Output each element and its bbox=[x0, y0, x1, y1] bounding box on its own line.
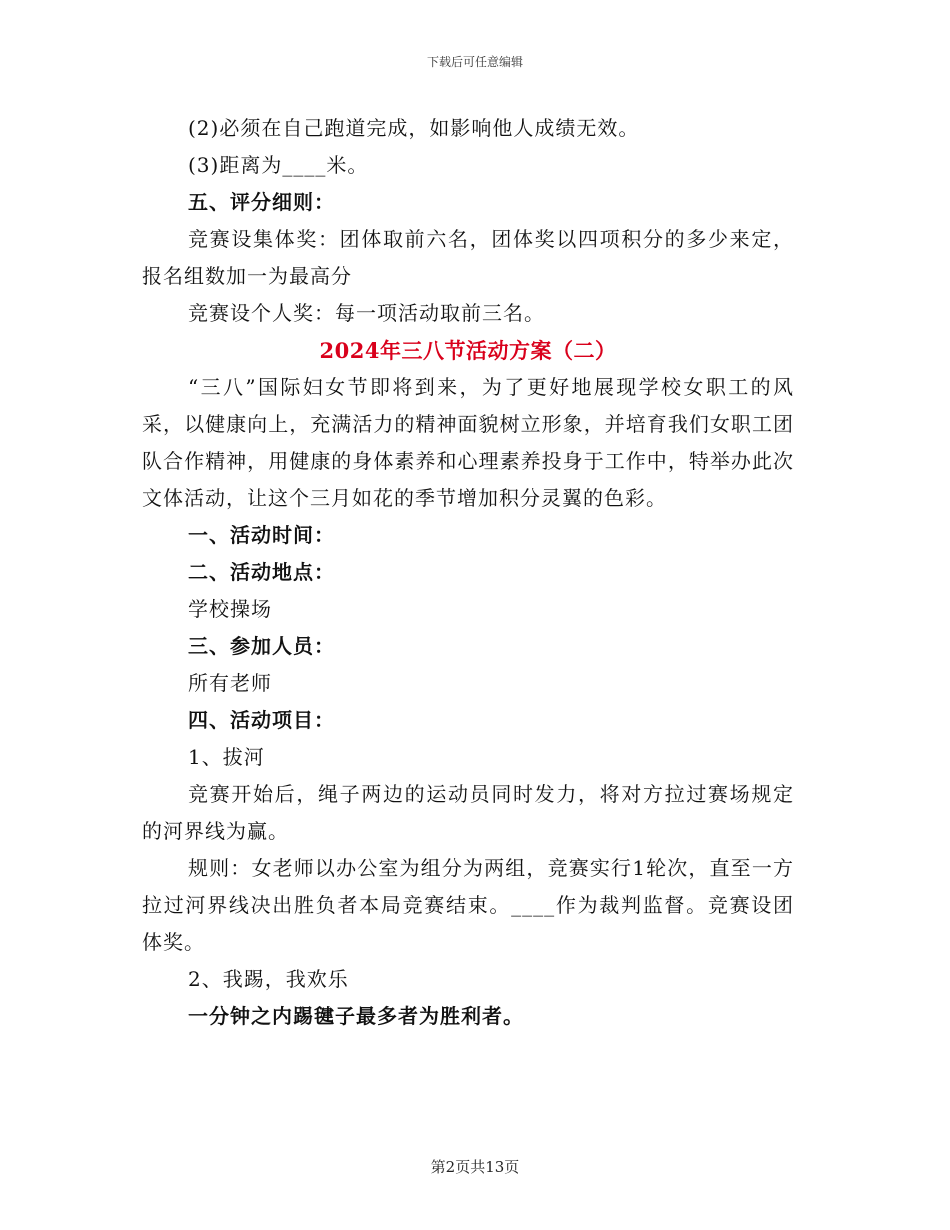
item-2-title: 2、我踢，我欢乐 bbox=[188, 967, 349, 991]
document-title: 2024年三八节活动方案（二） bbox=[319, 338, 617, 363]
page-header: 下载后可任意编辑 bbox=[426, 55, 523, 69]
intro-paragraph: “三八”国际妇女节即将到来，为了更好地展现学校女职工的风采，以健康向上，充满活力的精神面貌树立形象，并培育我们女职工团队合作精神，用健康的身体素养和心理素养投身于工作中，特举办此次文体活动，让这个三月如花的季节增加积分灵翼的色彩。 bbox=[142, 375, 794, 510]
place-text: 学校操场 bbox=[188, 597, 272, 621]
place-heading: 二、活动地点： bbox=[188, 560, 335, 584]
item-1-title: 1、拔河 bbox=[188, 745, 265, 769]
item-2-description: 一分钟之内踢毽子最多者为胜利者。 bbox=[188, 1004, 524, 1028]
rule-3: (3)距离为____米。 bbox=[188, 153, 369, 177]
time-heading: 一、活动时间： bbox=[188, 523, 335, 547]
items-heading: 四、活动项目： bbox=[188, 708, 335, 732]
team-award-paragraph: 竞赛设集体奖：团体取前六名，团体奖以四项积分的多少来定，报名组数加一为最高分 bbox=[142, 227, 794, 288]
item-1-rules: 规则：女老师以办公室为组分为两组，竞赛实行1轮次，直至一方拉过河界线决出胜负者本局竞赛结束。____作为裁判监督。竞赛设团体奖。 bbox=[142, 856, 794, 954]
document-body bbox=[142, 110, 794, 1035]
item-1-description: 竞赛开始后，绳子两边的运动员同时发力，将对方拉过赛场规定的河界线为赢。 bbox=[142, 782, 794, 843]
individual-award-paragraph: 竞赛设个人奖：每一项活动取前三名。 bbox=[188, 301, 545, 325]
participants-heading: 三、参加人员： bbox=[188, 634, 335, 658]
page-footer: 第2页共13页 bbox=[430, 1158, 520, 1176]
section-5-heading: 五、评分细则： bbox=[188, 190, 335, 214]
rule-2: (2)必须在自己跑道完成，如影响他人成绩无效。 bbox=[188, 116, 640, 140]
participants-text: 所有老师 bbox=[188, 671, 272, 695]
